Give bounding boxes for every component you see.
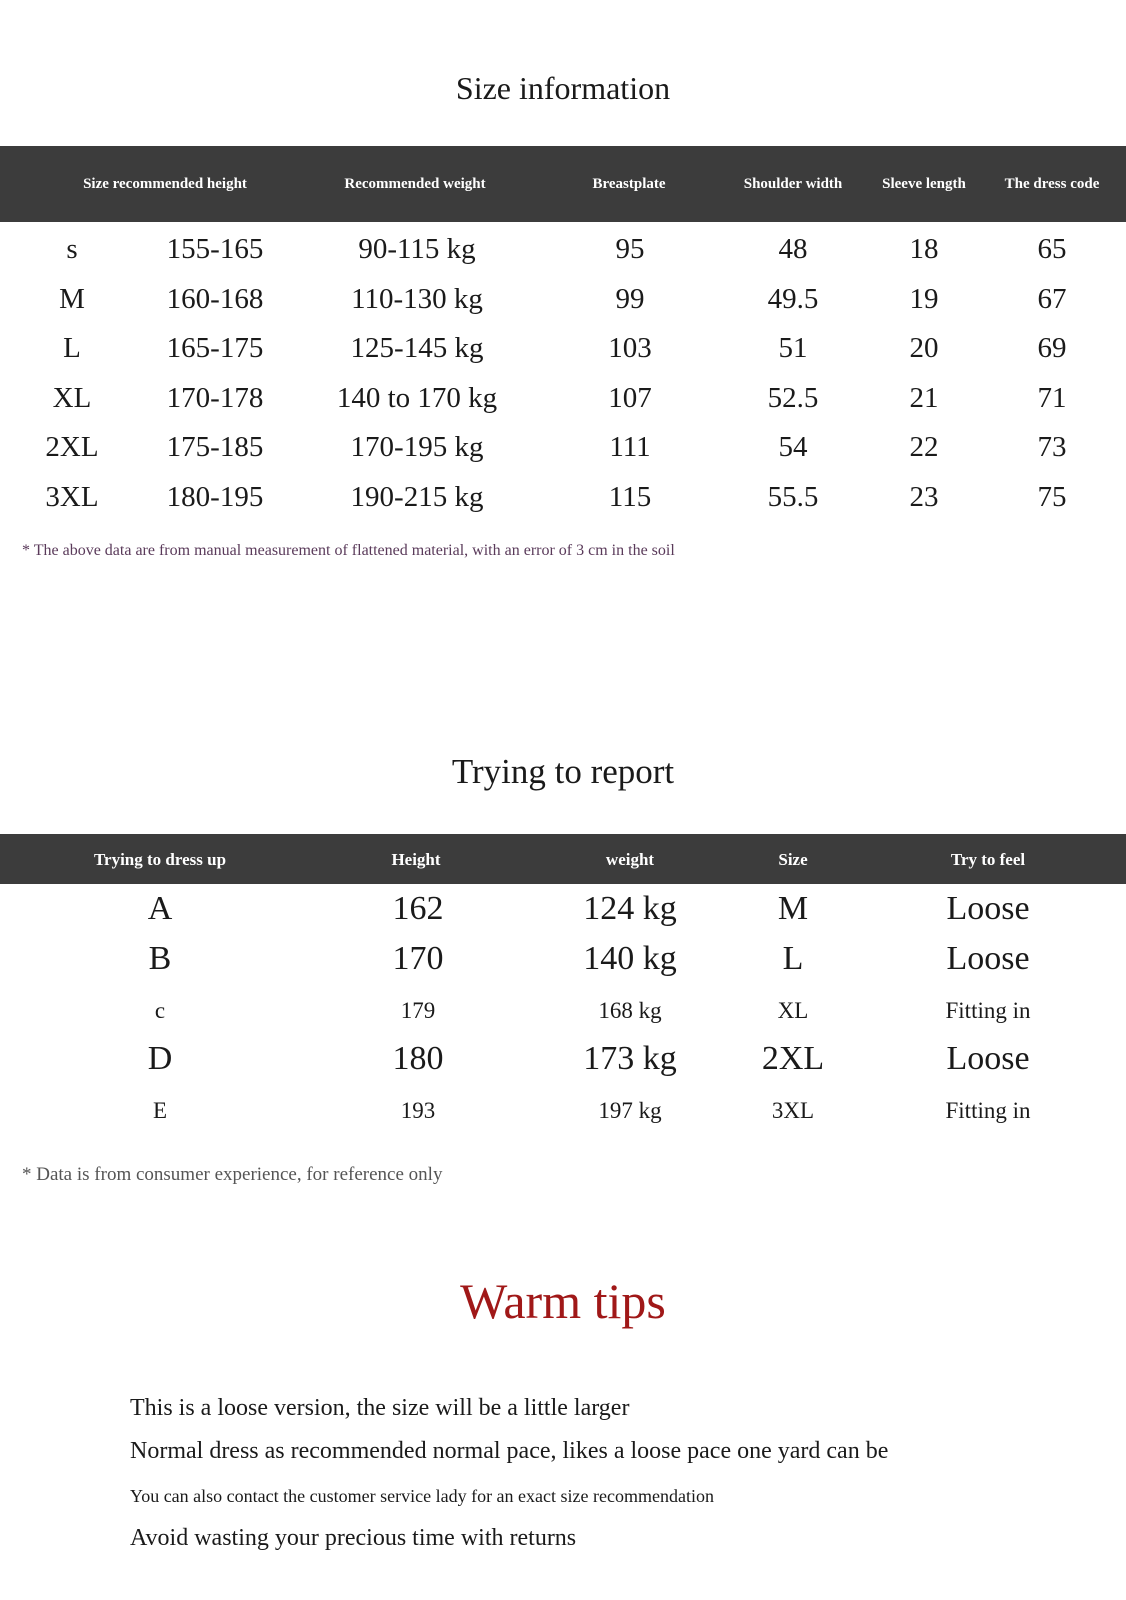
size-cell-size: M: [59, 282, 85, 315]
size-cell-breastplate: 115: [608, 480, 652, 513]
report-cell-feel: Fitting in: [945, 998, 1031, 1023]
trying-report-note: * Data is from consumer experience, for reference only: [22, 1164, 443, 1185]
report-cell-size: M: [777, 890, 809, 927]
warm-tip-line: Normal dress as recommended normal pace, likes a loose pace one yard can be: [130, 1438, 889, 1464]
size-cell-sleeve: 23: [909, 480, 939, 513]
size-info-title: Size information: [455, 70, 671, 106]
size-cell-height: 180-195: [166, 480, 264, 513]
size-cell-dress-code: 75: [1037, 480, 1067, 513]
report-cell-weight: 168 kg: [598, 998, 662, 1023]
size-cell-height: 170-178: [166, 381, 264, 414]
report-cell-weight: 173 kg: [583, 1040, 677, 1077]
warm-tips-title: Warm tips: [460, 1273, 666, 1329]
report-cell-tester: A: [147, 890, 173, 927]
size-cell-breastplate: 103: [608, 332, 652, 364]
size-cell-breastplate: 107: [608, 381, 652, 414]
report-cell-feel: Loose: [946, 1040, 1030, 1077]
header-size: Size: [778, 850, 808, 869]
size-cell-shoulder: 55.5: [767, 480, 819, 513]
size-cell-breastplate: 111: [609, 431, 651, 463]
size-cell-weight: 170-195 kg: [350, 431, 484, 463]
report-cell-size: 3XL: [771, 1098, 815, 1123]
size-cell-shoulder: 52.5: [767, 381, 819, 414]
report-cell-weight: 140 kg: [583, 940, 677, 977]
header-breastplate: Breastplate: [592, 176, 666, 192]
size-cell-sleeve: 22: [909, 431, 939, 463]
header-size-recommended-height: Size recommended height: [83, 176, 247, 192]
report-cell-tester: D: [147, 1040, 173, 1077]
trying-report-title: Trying to report: [451, 752, 675, 791]
report-cell-height: 170: [392, 940, 444, 977]
size-cell-height: 165-175: [166, 332, 264, 364]
size-cell-dress-code: 65: [1037, 233, 1067, 265]
size-cell-dress-code: 73: [1037, 431, 1067, 463]
report-cell-feel: Loose: [946, 940, 1030, 977]
warm-tip-line: This is a loose version, the size will be a little larger: [130, 1395, 630, 1421]
report-cell-size: L: [782, 940, 804, 977]
header-height: Height: [391, 850, 441, 869]
report-cell-tester: E: [152, 1098, 168, 1123]
size-cell-height: 175-185: [166, 431, 264, 463]
header-weight: weight: [605, 850, 655, 869]
size-info-header-bar: [0, 146, 1126, 222]
warm-tip-line: Avoid wasting your precious time with returns: [130, 1525, 577, 1551]
size-cell-weight: 90-115 kg: [358, 233, 476, 265]
size-info-note: * The above data are from manual measurement of flattened material, with an error of 3 cm in the soil: [22, 542, 675, 559]
size-cell-size: s: [66, 233, 78, 265]
report-cell-size: XL: [777, 998, 809, 1023]
size-cell-shoulder: 51: [778, 332, 808, 364]
size-cell-weight: 125-145 kg: [350, 332, 484, 364]
size-cell-height: 155-165: [166, 233, 264, 265]
size-cell-shoulder: 48: [778, 233, 808, 265]
report-cell-weight: 124 kg: [583, 890, 677, 927]
header-try-to-feel: Try to feel: [950, 850, 1026, 869]
header-dress-code: The dress code: [1004, 176, 1100, 192]
size-cell-sleeve: 18: [909, 233, 939, 265]
size-cell-breastplate: 95: [615, 233, 645, 265]
size-cell-size: 2XL: [45, 431, 99, 463]
report-cell-height: 179: [400, 998, 436, 1023]
size-cell-dress-code: 69: [1037, 332, 1067, 364]
report-cell-feel: Fitting in: [945, 1098, 1031, 1123]
header-trying-to-dress-up: Trying to dress up: [93, 850, 227, 869]
size-cell-weight: 110-130 kg: [351, 282, 483, 315]
size-cell-height: 160-168: [166, 282, 264, 315]
size-cell-weight: 140 to 170 kg: [336, 381, 498, 414]
report-cell-height: 193: [400, 1098, 436, 1123]
size-cell-shoulder: 54: [778, 431, 808, 463]
report-cell-height: 162: [392, 890, 444, 927]
report-cell-tester: B: [148, 940, 172, 977]
report-cell-weight: 197 kg: [598, 1098, 662, 1123]
size-cell-weight: 190-215 kg: [350, 480, 484, 513]
size-cell-dress-code: 67: [1037, 282, 1067, 315]
report-cell-tester: c: [154, 998, 166, 1023]
report-cell-feel: Loose: [946, 890, 1030, 927]
report-cell-height: 180: [392, 1040, 444, 1077]
size-cell-breastplate: 99: [615, 282, 645, 315]
size-cell-size: 3XL: [45, 480, 99, 513]
header-shoulder-width: Shoulder width: [743, 176, 843, 192]
size-cell-size: XL: [52, 381, 92, 414]
warm-tip-line: You can also contact the customer service lady for an exact size recommendation: [130, 1486, 714, 1506]
size-cell-sleeve: 21: [909, 381, 939, 414]
trying-report-header-bar: [0, 834, 1126, 884]
size-cell-shoulder: 49.5: [767, 282, 819, 315]
size-cell-size: L: [63, 332, 81, 364]
header-recommended-weight: Recommended weight: [344, 176, 486, 192]
size-cell-sleeve: 20: [909, 332, 939, 364]
size-cell-dress-code: 71: [1037, 381, 1067, 414]
size-cell-sleeve: 19: [909, 282, 939, 315]
report-cell-size: 2XL: [761, 1040, 825, 1077]
header-sleeve-length: Sleeve length: [882, 176, 966, 192]
